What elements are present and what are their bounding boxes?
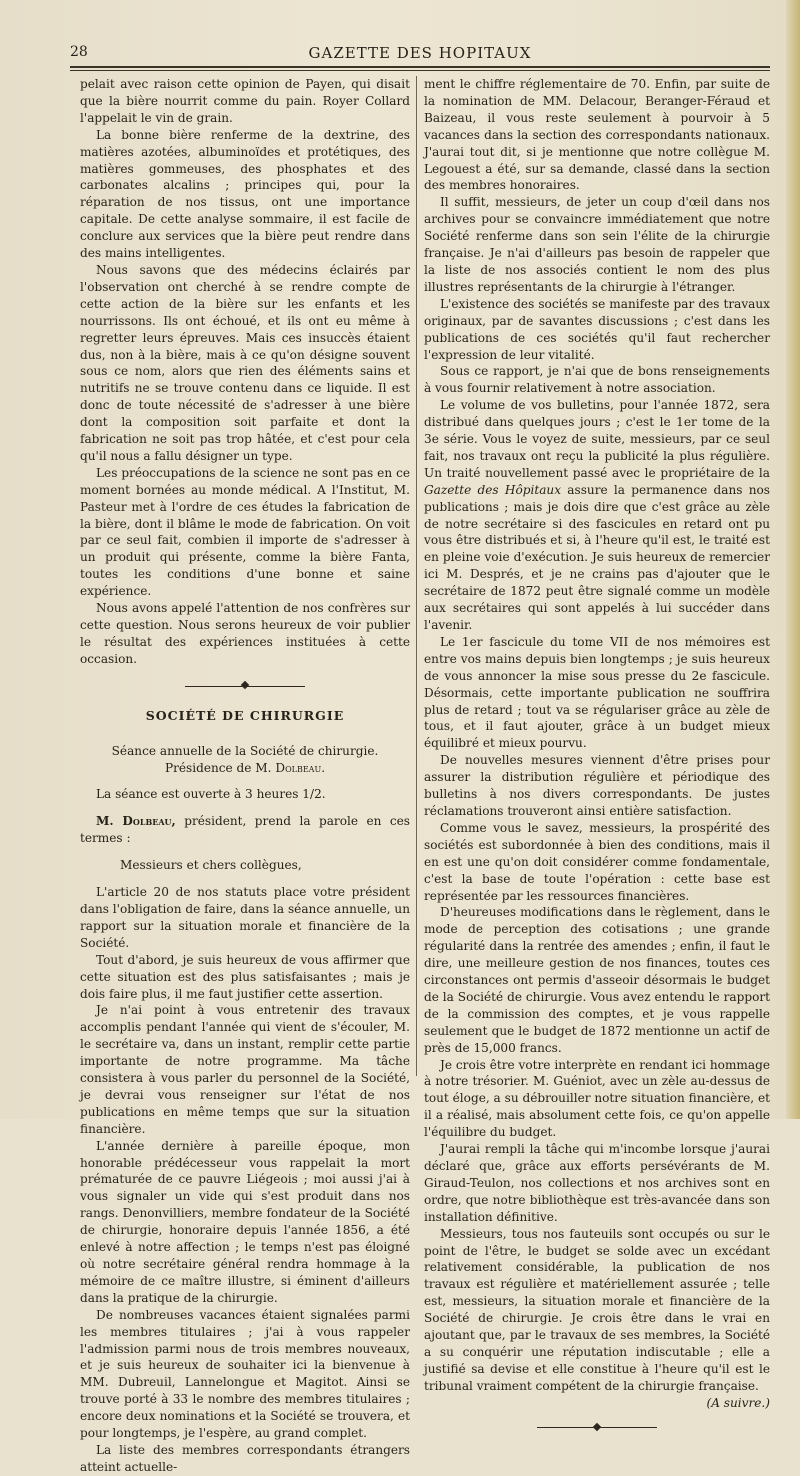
paragraph: L'existence des sociétés se manifeste par des travaux originaux, par de savantes discussions ; c'est dans les publications de ces sociétés qu'il faut rechercher l'expression de leur vitalité. bbox=[424, 296, 770, 362]
column-divider bbox=[416, 76, 417, 1076]
paragraph: Le 1er fascicule du tome VII de nos mémoires est entre vos mains depuis bien longtemps ; je suis heureux de vous annoncer la mise sous presse du 2e fascicule. Désormais, cette importante publication ne souffrira plus de retard ; tout va se régulariser grâce au zèle de tous, et il faut ajouter, grâce à un budget mieux équilibré et mieux pourvu. bbox=[424, 634, 770, 751]
presidence-prefix: Présidence de M. bbox=[164, 760, 272, 775]
paragraph: L'année dernière à pareille époque, mon honorable prédécesseur vous rappelait la mort prématurée de ce pauvre Liégeois ; moi aussi j'ai à vous signaler un vide qui s'est produit dans nos rangs. Denonvilliers, membre fondateur de la Société de chirurgie, honoraire depuis l'année 1856, a été enlevé à notre affection ; le temps n'est pas éloigné où notre secrétaire général rendra hommage à la mémoire de ce maître illustre, si éminent d'ailleurs dans la pratique de la chirurgie. bbox=[80, 1138, 410, 1305]
header-rule-thin bbox=[70, 70, 770, 71]
paragraph bbox=[424, 397, 770, 634]
paragraph: J'aurai rempli la tâche qui m'incombe lorsque j'aurai déclaré que, grâce aux efforts persévérants de M. Giraud-Teulon, nos collections et nos archives sont en ordre, que notre bibliothèque est très-avancée dans son installation définitive. bbox=[424, 1142, 770, 1224]
paragraph: De nombreuses vacances étaient signalées parmi les membres titulaires ; j'ai à vous rappeler l'admission parmi nous de trois membres nouveaux, et je suis heureux de souhaiter ici la bienvenue à MM. Dubreuil, Lannelongue et Magitot. Ainsi se trouve porté à 33 le nombre des membres titulaires ; encore deux nominations et la Société se trouvera, et pour longtemps, je l'espère, au grand complet. bbox=[80, 1307, 410, 1441]
to-be-continued: (A suivre.) bbox=[706, 1395, 770, 1410]
paragraph: Comme vous le savez, messieurs, la prospérité des sociétés est subordonnée à bien des conditions, mais il en est une qu'on doit considérer comme fondamentale, c'est la base de toute l'opération : cette base est représentée par les ressources financières. bbox=[424, 820, 770, 903]
page-edge bbox=[786, 0, 800, 1119]
paragraph: Sous ce rapport, je n'ai que de bons renseignements à vous fournir relativement à notre association. bbox=[424, 364, 770, 396]
paragraph: ment le chiffre réglementaire de 70. Enfin, par suite de la nomination de MM. Delacour, Beranger-Féraud et Baizeau, il vous reste seulement à pourvoir à 5 vacances dans la section des correspondants nationaux. J'aurai tout dit, si je mentionne que notre collègue M. Legouest a été, sur sa demande, classé dans la section des membres honoraires. bbox=[424, 77, 770, 193]
paragraph-part: Le volume de vos bulletins, pour l'année 1872, sera distribué dans quelques jours ; c'est le 1er tome de la 3e série. Vous le voyez de suite, messieurs, par ce seul fait, nos travaux ont reçu la publicité la plus régulière. Un traité nouvellement passé avec le propriétaire de la bbox=[424, 398, 770, 480]
paragraph: Je crois être votre interprète en rendant ici hommage à notre trésorier. M. Guéniot, avec un zèle au-dessus de tout éloge, a su débrouiller notre situation financière, et il a réalisé, mais absolument cette fois, ce qu'on appelle l'équilibre du budget. bbox=[424, 1057, 770, 1140]
paragraph: Les préoccupations de la science ne sont pas en ce moment bornées au monde médical. A l'Institut, M. Pasteur met à l'ordre de ces études la fabrication de la bière, dont il blâme le mode de fabrication. On voit par ce seul fait, combien il importe de s'adresser à un produit qui présente, comme la bière Fanta, toutes les conditions d'une bonne et saine expérience. bbox=[80, 465, 410, 599]
paragraph: Il suffit, messieurs, de jeter un coup d'œil dans nos archives pour se convaincre immédiatement que notre Société renferme dans son sein l'élite de la chirurgie française. Je n'ai d'ailleurs pas besoin de rappeler que la liste de nos associés contient le nom des plus illustres représentants de la chirurgie à l'étranger. bbox=[424, 195, 770, 294]
salutation: Messieurs et chers collègues, bbox=[120, 858, 302, 873]
paragraph: La séance est ouverte à 3 heures 1/2. bbox=[96, 787, 326, 802]
paragraph: D'heureuses modifications dans le règlement, dans le mode de perception des cotisations ; une grande régularité dans la rentrée des amendes ; enfin, il faut le dire, une meilleure gestion de nos finances, toutes ces circonstances ont permis d'asseoir désormais le budget de la Société de chirurgie. Vous avez entendu le rapport de la commission des comptes, et je vous rappelle seulement que le budget de 1872 mentionne un actif de près de 15,000 francs. bbox=[424, 905, 770, 1055]
journal-title: GAZETTE DES HOPITAUX bbox=[308, 44, 532, 62]
paragraph: La bonne bière renferme de la dextrine, des matières azotées, albuminoïdes et protétiques, des matières gommeuses, des phosphates et des carbonates alcalins ; principes qui, pour la réparation de nos tissus, ont une importance capitale. De cette analyse sommaire, il est facile de conclure aux services que la bière peut rendre dans des mains intelligentes. bbox=[80, 127, 410, 261]
paragraph: L'article 20 de nos statuts place votre président dans l'obligation de faire, dans la séance annuelle, un rapport sur la situation morale et financière de la Société. bbox=[80, 885, 411, 950]
section-title: SOCIÉTÉ DE CHIRURGIE bbox=[145, 707, 345, 723]
paragraph: Nous savons que des médecins éclairés par l'observation ont cherché à se rendre compte de cette action de la bière sur les enfants et les nourrissons. Ils ont échoué, et ils ont eu même à regretter leurs épreuves. Mais ces insuccès étaient dus, non à la bière, mais à ce qu'on désigne souvent sous ce nom, alors que rien des éléments sains et nutritifs ne se trouve contenu dans ce liquide. Il est donc de toute nécessité de s'adresser à une bière dont la composition soit parfaite et dont la fabrication ne soit pas trop hâtée, et c'est pour cela qu'il nous a fallu désigner un type. bbox=[80, 262, 410, 463]
paragraph: De nouvelles mesures viennent d'être prises pour assurer la distribution régulière et périodique des bulletins à nos divers correspondants. De justes réclamations trouveront ainsi entière satisfaction. bbox=[424, 753, 770, 818]
speaker-line bbox=[80, 813, 410, 847]
paragraph: pelait avec raison cette opinion de Payen, qui disait que la bière nourrit comme du pain. Royer Collard l'appelait le vin de grain. bbox=[80, 77, 410, 125]
journal-mention: Gazette des Hôpitaux bbox=[424, 482, 562, 497]
seance-line: Séance annuelle de la Société de chirurgie. bbox=[111, 743, 379, 758]
paragraph: Messieurs, tous nos fauteuils sont occupés ou sur le point de l'être, le budget se solde avec un excédant relativement considérable, la publication de nos travaux est régulière et matériellement assurée ; telle est, messieurs, la situation morale et financière de la Société de chirurgie. Je crois être dans le vrai en ajoutant que, par le travaux de ses membres, la Société a su conquérir une réputation indiscutable ; elle a justifié sa devise et elle constitue à l'heure qu'il est le tribunal vraiment compétent de la chirurgie française. bbox=[424, 1226, 770, 1393]
paragraph-part: assure la permanence dans nos publications ; mais je dois dire que c'est grâce au zèle de notre secrétaire si des fascicules en retard ont pu vous être distribués et si, à l'heure qu'il est, le traité est en pleine voie d'exécution. Je suis heureux de remercier ici M. Després, et je ne crains pas d'ajouter que le secrétaire de 1872 peut être signalé comme un modèle aux secrétaires qui sont appelés à lui succéder dans l'avenir. bbox=[424, 482, 770, 632]
presidence-line bbox=[80, 760, 410, 777]
end-separator bbox=[537, 1424, 657, 1432]
paragraph: Tout d'abord, je suis heureux de vous affirmer que cette situation est des plus satisfaisantes ; mais je dois faire plus, il me faut justifier cette assertion. bbox=[80, 952, 410, 1001]
paragraph: Je n'ai point à vous entretenir des travaux accomplis pendant l'année qui vient de s'écouler, M. le secrétaire va, dans un instant, remplir cette partie importante de notre programme. Ma tâche consistera à vous parler du personnel de la Société, je devrai vous renseigner sur l'état de nos publications en même temps que sur la situation financière. bbox=[80, 1003, 410, 1136]
right-column bbox=[424, 76, 770, 1432]
page-number: 28 bbox=[70, 44, 88, 60]
paragraph: Nous avons appelé l'attention de nos confrères sur cette question. Nous serons heureux de voir publier le résultat des expériences instituées à cette occasion. bbox=[80, 601, 410, 666]
paragraph: La liste des membres correspondants étrangers atteint actuelle- bbox=[80, 1442, 410, 1474]
page-header bbox=[70, 44, 770, 66]
header-rule bbox=[70, 66, 770, 68]
section-separator bbox=[185, 682, 305, 692]
speaker-name: M. Dolbeau, bbox=[96, 814, 176, 829]
speaker-text: président, prend la parole en ces termes : bbox=[80, 814, 410, 846]
left-column bbox=[80, 76, 410, 1476]
president-name: Dolbeau. bbox=[275, 760, 326, 775]
